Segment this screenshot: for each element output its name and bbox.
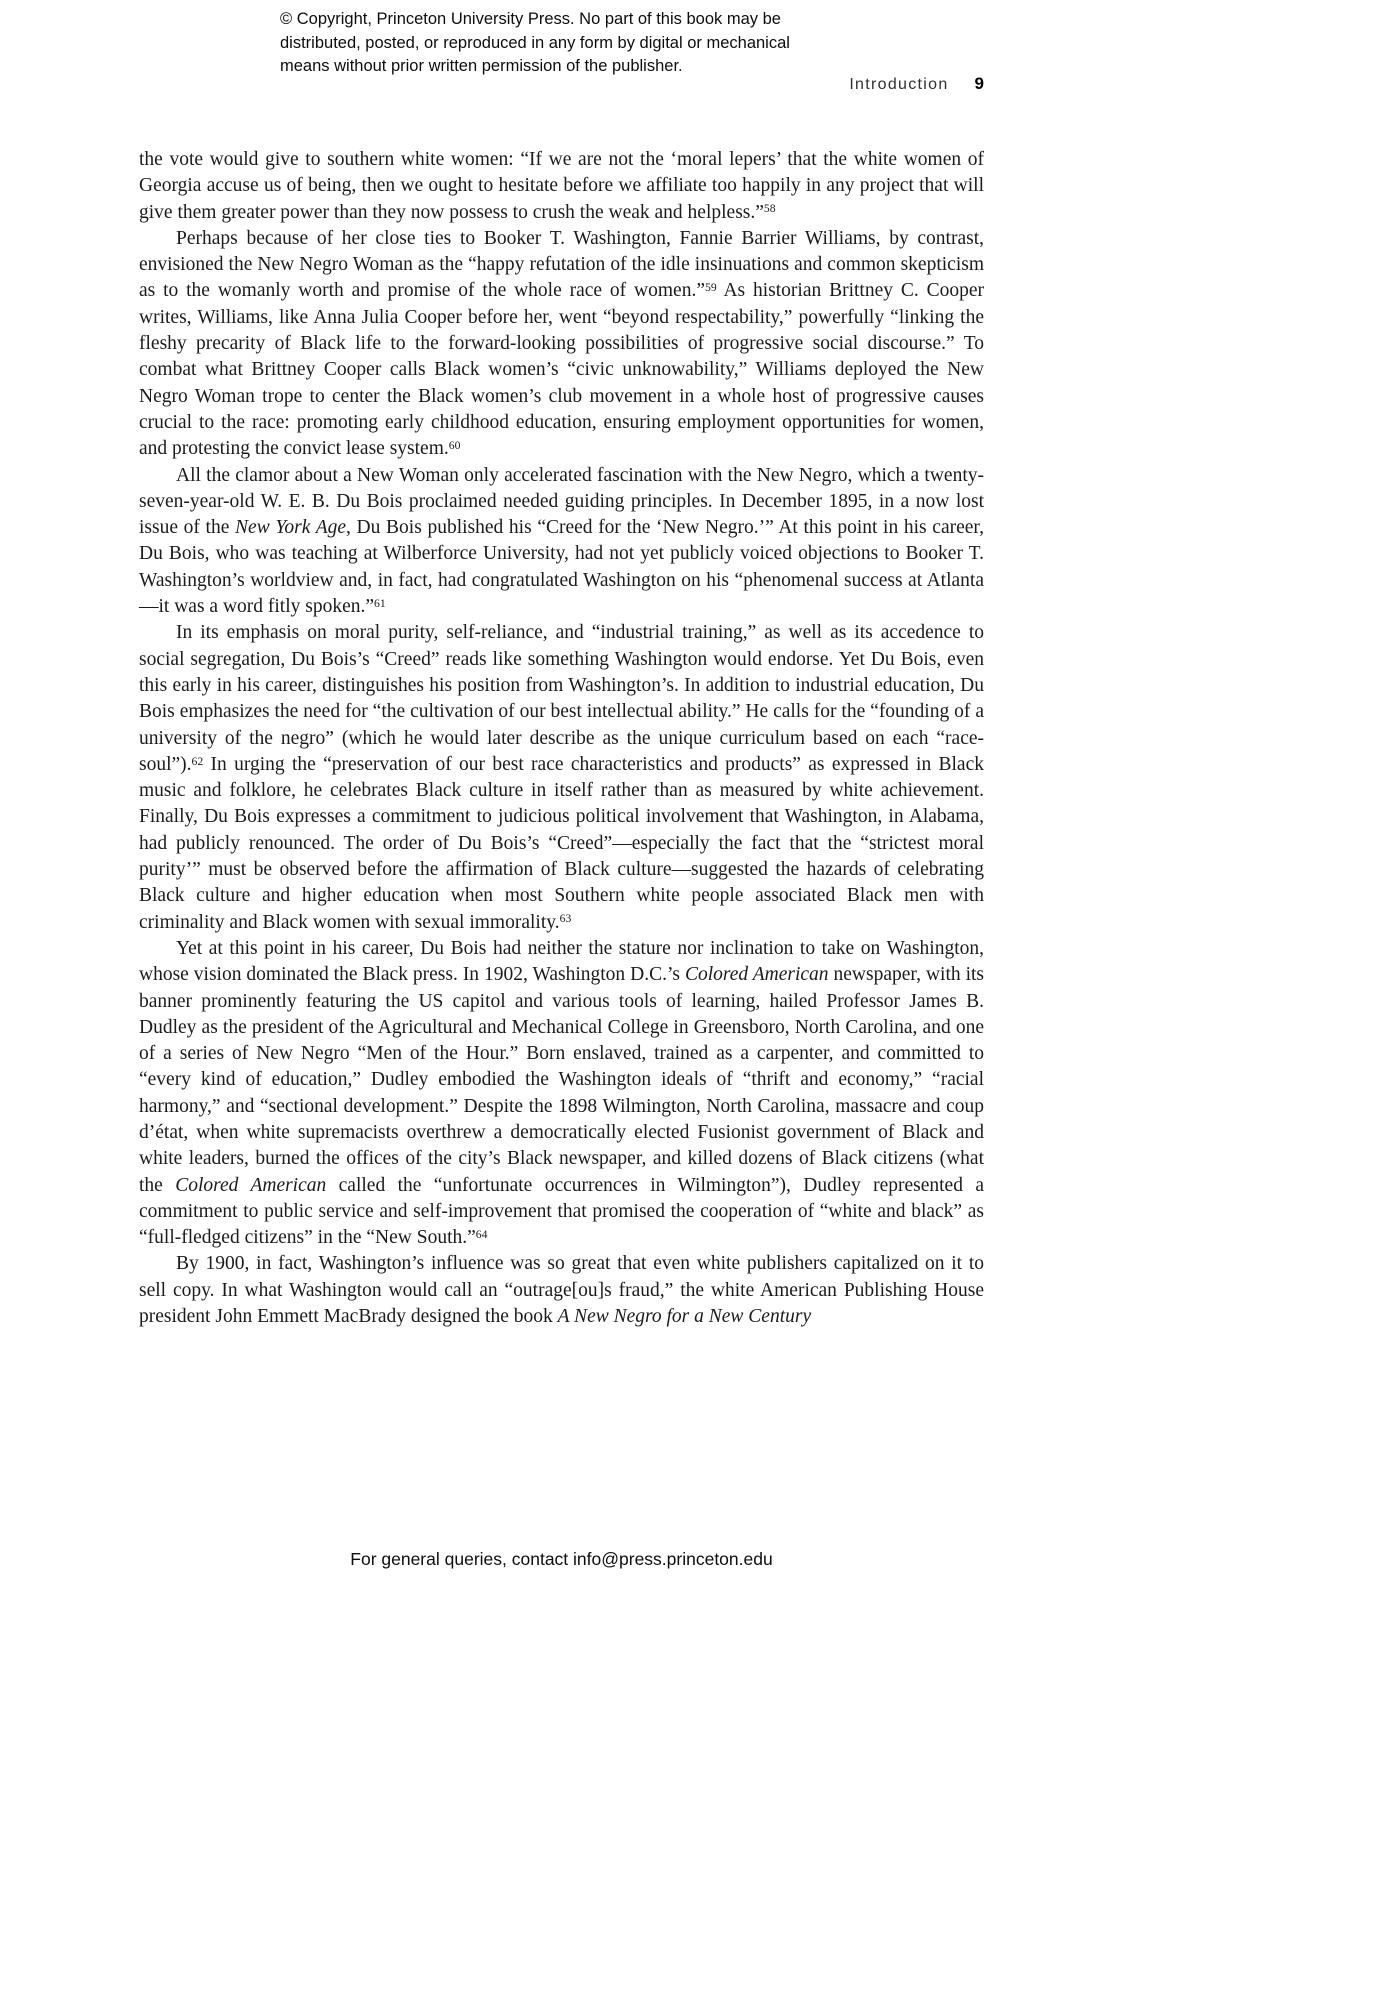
paragraph bbox=[139, 620, 984, 936]
footer-queries: For general queries, contact info@press.princeton.edu bbox=[350, 1549, 773, 1569]
footnote-ref: 59 bbox=[704, 281, 717, 295]
footnote-ref: 58 bbox=[763, 202, 776, 216]
italic-title: A New Negro for a New Century bbox=[557, 1306, 812, 1328]
text-run: newspaper, with its banner prominently featuring the US capitol and various tools of learning, hailed Professor James B. Dudley as the president of the Agricultural and Mechanical College in Greensboro, North Carolina, and one of a series of New Negro “Men of the Hour.” Born enslaved, trained as a carpenter, and committed to “every kind of education,” Dudley embodied the Washington ideals of “thrift and economy,” “racial harmony,” and “sectional development.” Despite the 1898 Wilmington, North Carolina, massacre and coup d’état, when white supremacists overthrew a democratically elected Fusionist government of Black and white leaders, burned the offices of the city’s Black newspaper, and killed dozens of Black citizens (what the bbox=[139, 964, 985, 1196]
footnote-ref: 60 bbox=[448, 439, 461, 453]
footnote-ref: 63 bbox=[559, 912, 572, 926]
text-run: the vote would give to southern white women: “If we are not the ‘moral lepers’ that the white women of Georgia accuse us of being, then we ought to hesitate before we affiliate too happily in any project that will give them greater power than they now possess to crush the weak and helpless.” bbox=[139, 149, 984, 223]
text-run: , Du Bois published his “Creed for the ‘New Negro.’” At this point in his career, Du Bois, who was teaching at Wilberforce University, had not yet publicly voiced objections to Booker T. Washington’s worldview and, in fact, had congratulated Washington on his “phenomenal success at Atlanta—it was a word fitly spoken.” bbox=[139, 517, 984, 618]
body-text bbox=[139, 147, 984, 1330]
text-run: As historian Brittney C. Cooper writes, Williams, like Anna Julia Cooper before her, went “beyond respectability,” powerfully “linking the fleshy precarity of Black life to the forward-looking possibilities of progressive social discourse.” To combat what Brittney Cooper calls Black women’s “civic unknowability,” Williams deployed the New Negro Woman trope to center the Black women’s club movement in a whole host of progressive causes crucial to the race: promoting early childhood education, ensuring employment opportunities for women, and protesting the convict lease system. bbox=[139, 280, 985, 460]
copyright-line: © Copyright, Princeton University Press. No part of this book may be bbox=[280, 10, 781, 28]
running-head bbox=[139, 74, 984, 94]
text-run: Perhaps because of her close ties to Booker T. Washington, Fannie Barrier Williams, by contrast, envisioned the New Negro Woman as the “happy refutation of the idle insinuations and common skepticism as to the womanly worth and promise of the whole race of women.” bbox=[139, 227, 984, 302]
paragraph bbox=[139, 226, 984, 463]
paragraph bbox=[139, 463, 984, 621]
copyright-line: distributed, posted, or reproduced in any form by digital or mechanical bbox=[280, 33, 790, 52]
text-run: All the clamor about a New Woman only accelerated fascination with the New Negro, which a twenty-seven-year-old W. E. B. Du Bois proclaimed needed guiding principles. In December 1895, in a now lost issue of the bbox=[139, 464, 984, 539]
paragraph bbox=[139, 1251, 984, 1330]
page-number: 9 bbox=[974, 74, 984, 93]
text-run: In urging the “preservation of our best race characteristics and products” as expressed in Black music and folklore, he celebrates Black culture in itself rather than as measured by white achievement. Finally, Du Bois expresses a commitment to judicious political involvement that Washington, in Alabama, had publicly renounced. The order of Du Bois’s “Creed”—especially the fact that the “strictest moral purity’” must be observed before the affirmation of Black culture—suggested the hazards of celebrating Black culture and higher education when most Southern white people associated Black men with criminality and Black women with sexual immorality. bbox=[139, 753, 984, 933]
italic-title: New York Age bbox=[235, 517, 347, 539]
running-head-title: Introduction bbox=[849, 76, 949, 93]
paragraph bbox=[139, 147, 984, 226]
paragraph bbox=[139, 936, 984, 1252]
text-run: called the “unfortunate occurrences in Wilmington”), Dudley represented a commitment to public service and self-improvement that promised the cooperation of “white and black” as “full-fledged citizens” in the “New South.” bbox=[139, 1174, 984, 1249]
footnote-ref: 62 bbox=[191, 754, 204, 768]
italic-title: Colored American bbox=[175, 1174, 327, 1196]
text-run: Yet at this point in his career, Du Bois had neither the stature nor inclination to take on Washington, whose vision dominated the Black press. In 1902, Washington D.C.’s bbox=[139, 937, 984, 986]
italic-title: Colored American bbox=[684, 964, 829, 986]
footnote-ref: 61 bbox=[374, 596, 386, 610]
text-run: By 1900, in fact, Washington’s influence was so great that even white publishers capitalized on it to sell copy. In what Washington would call an “outrage[ou]s fraud,” the white American Publishing House president John Emmett MacBrady designed the book bbox=[139, 1253, 984, 1328]
copyright-line: means without prior written permission of the publisher. bbox=[280, 57, 683, 75]
copyright-notice bbox=[280, 8, 790, 79]
footnote-ref: 64 bbox=[475, 1227, 488, 1241]
text-run: In its emphasis on moral purity, self-reliance, and “industrial training,” as well as its accedence to social segregation, Du Bois’s “Creed” reads like something Washington would endorse. Yet Du Bois, even this early in his career, distinguishes his position from Washington’s. In addition to industrial education, Du Bois emphasizes the need for “the cultivation of our best intellectual ability.” He calls for the “founding of a university of the negro” (which he would later describe as the unique curriculum based on each “race-soul”). bbox=[139, 622, 984, 775]
